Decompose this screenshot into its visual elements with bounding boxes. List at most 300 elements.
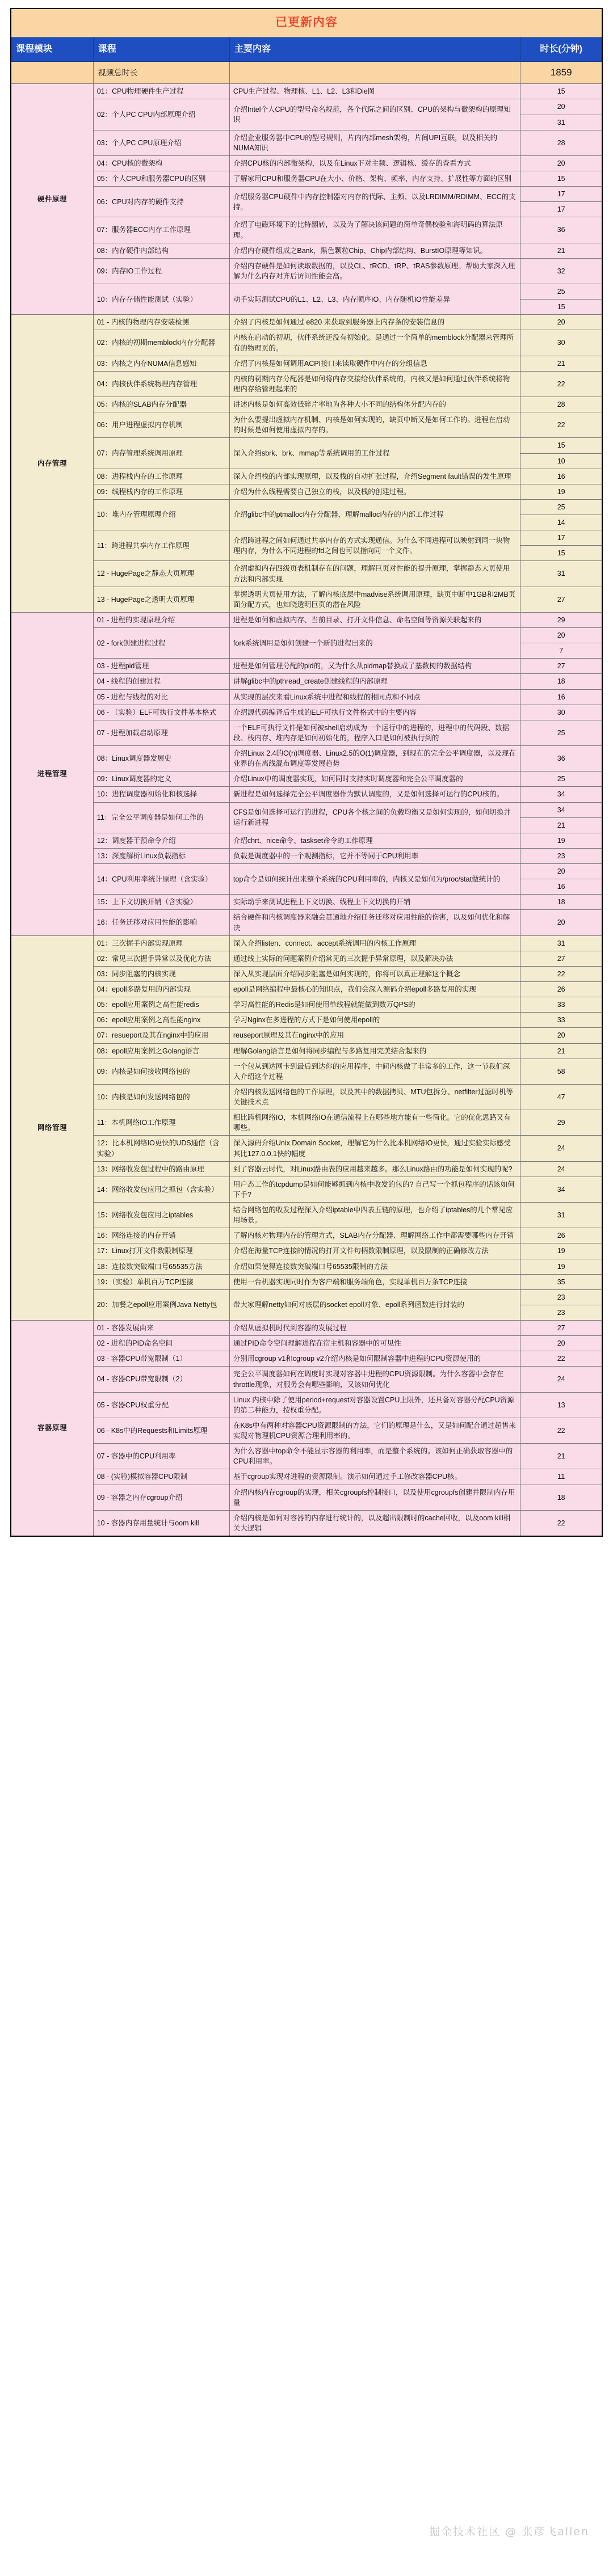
- course-duration: 36: [520, 746, 602, 771]
- course-content: 进程是如何管理分配的pid的，又为什么从pidmap替换成了基数树的数据结构: [229, 659, 520, 674]
- course-title: 20：加餐之epoll应用案例Java Netty包: [93, 1289, 229, 1320]
- course-content: 介绍在海量TCP连接的情况的打开文件句柄数限制原理，以及限制的正确修改方法: [229, 1243, 520, 1259]
- table-row: [11, 1228, 602, 1243]
- header-row: [11, 37, 602, 61]
- course-content: 实际动手来测试进程上下文切换、线程上下文切换的开销: [229, 895, 520, 910]
- course-duration: 17: [520, 202, 602, 217]
- course-title: 15：上下文切换开销（含实验）: [93, 895, 229, 910]
- course-title: 12：比本机网络IO更快的UDS通信（含实验）: [93, 1136, 229, 1161]
- table-row: [11, 284, 602, 300]
- course-content: 掌握透明大页使用方法，了解内核底层中madvise系统调用原理，缺页中断中1GB和2MB页面分配方式，也知晓透明巨页的潜在风险: [229, 587, 520, 612]
- table-row: [11, 1013, 602, 1028]
- course-duration: 26: [520, 1228, 602, 1243]
- course-title: 02 - 进程的PID命名空间: [93, 1336, 229, 1351]
- course-title: 04：CPU核的微架构: [93, 155, 229, 171]
- course-duration: 34: [520, 1177, 602, 1202]
- total-row: [11, 61, 602, 84]
- course-content: top命令是如何统计出来整个系统的CPU利用率的，内核又是如何为/proc/stat做统计的: [229, 864, 520, 895]
- course-title: 14：CPU利用率统计原理（含实验）: [93, 864, 229, 895]
- course-duration: 19: [520, 484, 602, 499]
- course-content: 介绍内存硬件组成之Bank，黑色颗粒Chip、Chip内部结构、BurstIO原理等知识。: [229, 243, 520, 258]
- course-duration: 21: [520, 356, 602, 371]
- course-duration: 28: [520, 130, 602, 155]
- course-content: 介绍为什么线程需要自己独立的栈，以及栈的创建过程。: [229, 484, 520, 499]
- course-duration: 20: [520, 99, 602, 115]
- course-title: 15：网络收发包应用之iptables: [93, 1203, 229, 1228]
- course-duration: 23: [520, 1305, 602, 1320]
- table-row: [11, 397, 602, 412]
- course-duration: 19: [520, 1259, 602, 1274]
- table-row: [11, 1177, 602, 1202]
- course-title: 06：epoll应用案例之高性能nginx: [93, 1013, 229, 1028]
- table-row: [11, 1485, 602, 1510]
- total-module-cell: [11, 61, 93, 84]
- course-content: 介绍如果使得连接数突破端口号65535限制的方法: [229, 1259, 520, 1274]
- course-content: 完全公平调度器如何在调度时实现对容器中进程的CPU资源限制。为什么容器中会存在throttle现象，对服务会有哪些影响，又该如何优化: [229, 1367, 520, 1392]
- course-title: 02 - fork创建进程过程: [93, 628, 229, 659]
- course-content: reuseport原理及其在nginx中的应用: [229, 1028, 520, 1043]
- table-row: [11, 966, 602, 981]
- course-content: epoll是网络编程中最核心的知识点，我们会深入源码介绍epoll多路复用的实现: [229, 982, 520, 997]
- table-row: [11, 674, 602, 689]
- course-duration: 27: [520, 951, 602, 966]
- course-title: 09：Linux调度器的定义: [93, 771, 229, 787]
- course-duration: 28: [520, 397, 602, 412]
- course-duration: 58: [520, 1059, 602, 1084]
- course-content: 讲解glibc中的pthread_create创建线程的内部原理: [229, 674, 520, 689]
- course-duration: 29: [520, 612, 602, 627]
- table-row: [11, 1351, 602, 1367]
- course-duration: 31: [520, 935, 602, 951]
- course-content: 深入介绍sbrk、brk、mmap等系统调用的工作过程: [229, 438, 520, 469]
- course-duration: 27: [520, 1321, 602, 1336]
- course-title: 16：任务迁移对应用性能的影响: [93, 910, 229, 935]
- course-content: Linux 内核中除了使用period+request对容器设置CPU上限外，还具备对容器分配CPU资源的第二种能力，按权重分配。: [229, 1392, 520, 1418]
- course-duration: 17: [520, 187, 602, 202]
- course-title: 09 - 容器之内存cgroup介绍: [93, 1485, 229, 1510]
- course-content: 到了容器云时代，对Linux路由表的应用越来越多。那么Linux路由的功能是如何实现的呢?: [229, 1161, 520, 1177]
- table-row: [11, 1321, 602, 1336]
- table-row: [11, 1203, 602, 1228]
- course-duration: 21: [520, 1043, 602, 1059]
- course-duration: 47: [520, 1084, 602, 1110]
- course-duration: 34: [520, 802, 602, 817]
- table-row: [11, 1469, 602, 1485]
- total-content: [229, 61, 520, 84]
- course-duration: 27: [520, 659, 602, 674]
- table-row: [11, 1059, 602, 1084]
- course-title: 02：常见三次握手异常以及优化方法: [93, 951, 229, 966]
- table-row: [11, 243, 602, 258]
- table-row: [11, 371, 602, 397]
- table-row: [11, 1444, 602, 1469]
- table-row: [11, 720, 602, 745]
- section-module-label: 网络管理: [11, 935, 93, 1320]
- course-duration: 22: [520, 412, 602, 438]
- table-row: [11, 612, 602, 627]
- table-row: [11, 217, 602, 243]
- course-title: 03 - 进程pid管理: [93, 659, 229, 674]
- course-duration: 20: [520, 1028, 602, 1043]
- course-duration: 22: [520, 371, 602, 397]
- course-duration: 20: [520, 315, 602, 330]
- course-content: 结合网络包的收发过程深入介绍iptable中四表五链的原理，也介绍了iptables的几个常见应用场景。: [229, 1203, 520, 1228]
- course-content: 带大家理解netty如何对底层的socket epoll对象、epoll系列函数进行封装的: [229, 1289, 520, 1320]
- table-row: [11, 951, 602, 966]
- course-content: 用户态工作的tcpdump是如何能够抓到内核中收发的包的? 自己写一个抓包程序的话该如何下手?: [229, 1177, 520, 1202]
- course-title: 17：Linux打开文件数限制原理: [93, 1243, 229, 1259]
- course-title: 07：resueport及其在nginx中的应用: [93, 1028, 229, 1043]
- course-content: 介绍内核内存cgroup的实现，相关cgroupfs控制接口，以及使用cgroupfs创建并限制内存用量: [229, 1485, 520, 1510]
- course-duration: 16: [520, 689, 602, 705]
- table-row: [11, 499, 602, 515]
- course-title: 11：完全公平调度器是如何工作的: [93, 802, 229, 833]
- course-title: 04：epoll多路复用的内部实现: [93, 982, 229, 997]
- course-content: 通过PID命令空间理解进程在宿主机和容器中的可见性: [229, 1336, 520, 1351]
- table-row: [11, 1367, 602, 1392]
- course-title: 01：三次握手内部实现原理: [93, 935, 229, 951]
- table-row: [11, 1392, 602, 1418]
- column-header-module: 课程模块: [11, 37, 93, 61]
- course-duration: 22: [520, 1510, 602, 1536]
- course-duration: 21: [520, 243, 602, 258]
- course-duration: 22: [520, 1351, 602, 1367]
- course-duration: 26: [520, 982, 602, 997]
- table-row: [11, 412, 602, 438]
- course-title: 10：内存存储性能测试（实验）: [93, 284, 229, 315]
- course-title: 11：本机网络IO工作原理: [93, 1110, 229, 1136]
- course-title: 12：调度器干预命令介绍: [93, 833, 229, 848]
- table-row: [11, 1161, 602, 1177]
- course-content: 介绍跨进程之间如何通过共享内存的方式实现通信。为什么不同进程可以映射到同一块物理内存，为什么不同进程的fd之间也可以指向同一个文件。: [229, 530, 520, 561]
- table-row: [11, 561, 602, 587]
- course-content: 结合硬件和内核调度器来融会贯通地介绍任务迁移对应用性能的伤害，以及如何优化和解决: [229, 910, 520, 935]
- course-title: 07 - 进程加载启动原理: [93, 720, 229, 745]
- table-row: [11, 438, 602, 453]
- course-title: 09：内核是如何接收网络包的: [93, 1059, 229, 1084]
- course-title: 18：连接数突破端口号65535方法: [93, 1259, 229, 1274]
- course-content: 负载是调度器中的一个观测指标，它并不等同于CPU利用率: [229, 848, 520, 863]
- course-title: 07：服务器ECC内存工作原理: [93, 217, 229, 243]
- table-row: [11, 155, 602, 171]
- course-title: 01 - 内核的物理内存安装检测: [93, 315, 229, 330]
- table-row: [11, 99, 602, 115]
- course-duration: 23: [520, 848, 602, 863]
- course-duration: 31: [520, 115, 602, 130]
- course-title: 04：内核伙伴系统物理内存管理: [93, 371, 229, 397]
- course-content: 介绍虚拟内存四级页表机制存在的问题，理解巨页对性能的提升原理，掌握静态大页使用方法和内部实现: [229, 561, 520, 587]
- total-duration: 1859: [520, 61, 602, 84]
- course-duration: 20: [520, 864, 602, 879]
- table-row: [11, 187, 602, 202]
- course-duration: 33: [520, 1013, 602, 1028]
- course-duration: 15: [520, 438, 602, 453]
- course-content: 进程是如何和虚拟内存、当前目录、打开文件信息、命名空间等资源关联起来的: [229, 612, 520, 627]
- course-title: 01 - 进程的实现原理介绍: [93, 612, 229, 627]
- table-row: [11, 1136, 602, 1161]
- course-title: 08：Linux调度器发展史: [93, 746, 229, 771]
- course-title: 12 - HugePage之静态大页原理: [93, 561, 229, 587]
- course-title: 06：CPU对内存的硬件支持: [93, 187, 229, 217]
- course-title: 03：内核之内存NUMA信息感知: [93, 356, 229, 371]
- course-duration: 20: [520, 1336, 602, 1351]
- table-row: [11, 997, 602, 1013]
- course-duration: 14: [520, 515, 602, 530]
- course-title: 16：网络连接的内存开销: [93, 1228, 229, 1243]
- table-row: [11, 935, 602, 951]
- course-title: 05：内核的SLAB内存分配器: [93, 397, 229, 412]
- course-title: 05：个人CPU和服务器CPU的区别: [93, 171, 229, 187]
- watermark: 掘金技术社区 @ 张彦飞allen: [429, 2526, 589, 2538]
- course-title: 06 - K8s中的Requests和Limits原理: [93, 1418, 229, 1443]
- course-duration: 11: [520, 1469, 602, 1485]
- course-content: 在K8s中有两种对容器CPU资源限制的方法，它们的原理是什么，又是如何配合通过超售来实现对物理机CPU资源合理利用率的。: [229, 1418, 520, 1443]
- column-header-content: 主要内容: [229, 37, 520, 61]
- course-title: 07 - 容器中的CPU利用率: [93, 1444, 229, 1469]
- course-content: 为什么容器中top命令不能显示容器的利用率，而是整个系统的。该如何正确获取容器中的CPU利用率。: [229, 1444, 520, 1469]
- table-row: [11, 1510, 602, 1536]
- course-content: 介绍glibc中的ptmalloc内存分配器，理解malloc内存的内部工作过程: [229, 499, 520, 530]
- course-duration: 27: [520, 587, 602, 612]
- course-title: 09：线程栈内存的工作原理: [93, 484, 229, 499]
- course-content: 相比跨机网络IO，本机网络IO在通信流程上在哪些地方能有一些简化。它的优化思路又有哪些。: [229, 1110, 520, 1136]
- table-row: [11, 1289, 602, 1305]
- course-duration: 24: [520, 1161, 602, 1177]
- course-duration: 22: [520, 966, 602, 981]
- course-duration: 15: [520, 84, 602, 99]
- table-row: [11, 1274, 602, 1289]
- course-content: 动手实际测试CPU的L1、L2、L3、内存顺序IO、内存随机IO性能差异: [229, 284, 520, 315]
- course-content: 从实现的层次来看Linux系统中进程和线程的相同点和不同点: [229, 689, 520, 705]
- column-header-course: 课程: [93, 37, 229, 61]
- course-title: 05 - 进程与线程的对比: [93, 689, 229, 705]
- course-content: 介绍Linux 2.4的O(n)调度器、Linux2.5的O(1)调度器，到现在的完全公平调度器，以及现在业界的在离线混布调度等发展趋势: [229, 746, 520, 771]
- course-duration: 24: [520, 1367, 602, 1392]
- course-content: 介绍企业服务器中CPU的型号规则，片内内部mesh架构，片间UPI互联，以及相关的NUMA知识: [229, 130, 520, 155]
- course-duration: 16: [520, 469, 602, 484]
- table-row: [11, 1084, 602, 1110]
- table-row: [11, 330, 602, 356]
- course-content: 使用一台机器实现同时作为客户端和服务端角色，实现单机百万条TCP连接: [229, 1274, 520, 1289]
- course-content: 了解家用CPU和服务器CPU在大小、价格、架构、频率、内存支持、扩展性等方面的区别: [229, 171, 520, 187]
- course-title: 03 - 容器CPU带宽限制（1）: [93, 1351, 229, 1367]
- banner-row: [11, 9, 602, 37]
- course-title: 08：内存硬件内部结构: [93, 243, 229, 258]
- course-content: 介绍内核是如何对容器的内存进行统计的，以及超出限制时的cache回收，以及oom kill相关大逻辑: [229, 1510, 520, 1536]
- course-title: 14：网络收发包应用之抓包（含实验）: [93, 1177, 229, 1202]
- course-duration: 7: [520, 643, 602, 659]
- course-content: 深入介绍listen、connect、accept系统调用的内核工作原理: [229, 935, 520, 951]
- table-row: [11, 84, 602, 99]
- table-row: [11, 130, 602, 155]
- course-content: 通过线上实际的问题案例介绍常见的三次握手异常原理，以及解决办法: [229, 951, 520, 966]
- course-duration: 25: [520, 720, 602, 745]
- course-duration: 29: [520, 1110, 602, 1136]
- course-title: 05：epoll应用案例之高性能redis: [93, 997, 229, 1013]
- course-duration: 36: [520, 217, 602, 243]
- course-content: 为什么要提出虚拟内存机制、内核是如何实现的，缺页中断又是如何工作的。进程在启动的时候是如何使用虚拟内存的。: [229, 412, 520, 438]
- course-duration: 22: [520, 1418, 602, 1443]
- course-duration: 24: [520, 1136, 602, 1161]
- table-row: [11, 628, 602, 643]
- course-duration: 20: [520, 155, 602, 171]
- course-title: 02：个人PC CPU内部原理介绍: [93, 99, 229, 130]
- course-duration: 23: [520, 1289, 602, 1305]
- course-content: fork系统调用是如何创建一个新的进程出来的: [229, 628, 520, 659]
- course-content: CFS是如何选择可运行的进程，CPU各个核之间的负载均衡又是如何实现的，如何切换并运行新进程: [229, 802, 520, 833]
- section-module-label: 内存管理: [11, 315, 93, 613]
- total-label: 视频总时长: [93, 61, 229, 84]
- table-row: [11, 864, 602, 879]
- course-content: 内核的初期内存分配器是如何将内存交接给伙伴系统的，内核又是如何通过伙伴系统将物理内存给管理起来的: [229, 371, 520, 397]
- table-row: [11, 895, 602, 910]
- table-row: [11, 171, 602, 187]
- table-row: [11, 659, 602, 674]
- course-duration: 15: [520, 171, 602, 187]
- table-row: [11, 771, 602, 787]
- course-content: 基于cgroup实现对进程的资源限制。演示如何通过手工修改容器CPU核。: [229, 1469, 520, 1485]
- course-content: 新进程是如何选择完全公平调度器作为默认调度的，又是如何选择可运行的CPU核的。: [229, 787, 520, 802]
- course-title: 04 - 容器CPU带宽限制（2）: [93, 1367, 229, 1392]
- course-duration: 34: [520, 787, 602, 802]
- course-title: 10：进程调度器初始化和核选择: [93, 787, 229, 802]
- course-content: 介绍了电磁环境下的比特翻转，以及为了解决该问题的简单奇偶校验和海明码的算法原理。: [229, 217, 520, 243]
- course-duration: 15: [520, 300, 602, 315]
- table-row: [11, 746, 602, 771]
- course-content: 介绍内核发送网络包的工作原理，以及其中的数据拷贝、MTU包拆分、netfilter过滤时机等关键技术点: [229, 1084, 520, 1110]
- course-content: 介绍从虚拟机时代到容器的发展过程: [229, 1321, 520, 1336]
- table-row: [11, 1110, 602, 1136]
- table-row: [11, 787, 602, 802]
- course-title: 01 - 容器发展由来: [93, 1321, 229, 1336]
- course-title: 03：个人PC CPU原理介绍: [93, 130, 229, 155]
- course-title: 19：（实验）单机百万TCP连接: [93, 1274, 229, 1289]
- course-title: 10：堆内存管理原理介绍: [93, 499, 229, 530]
- course-duration: 21: [520, 1444, 602, 1469]
- course-duration: 30: [520, 330, 602, 356]
- course-content: 介绍了内核是如何调用ACPI接口来读取硬件中内存的分组信息: [229, 356, 520, 371]
- course-content: 了解内核对物理内存的管理方式，SLAB内存分配器、理解网络工作中都需要哪些内存开销: [229, 1228, 520, 1243]
- table-row: [11, 910, 602, 935]
- course-duration: 25: [520, 499, 602, 515]
- course-content: 介绍CPU核的内部微架构，以及在Linux下对主频、逻辑核、缓存的查看方式: [229, 155, 520, 171]
- table-row: [11, 848, 602, 863]
- course-content: 内核在启动的初期，伙伴系统还没有初始化。是通过一个简单的memblock分配器来管理所有的物理页的。: [229, 330, 520, 356]
- table-row: [11, 1043, 602, 1059]
- course-duration: 25: [520, 771, 602, 787]
- table-row: [11, 530, 602, 546]
- course-content: 一个ELF可执行文件是如何被shell启动成为一个运行中的进程的，进程中的代码段、数据段、栈内存、堆内存是如何初始化的，程序入口是如何被执行到的: [229, 720, 520, 745]
- course-content: 学习Nginx在多进程的方式下是如何使用epoll的: [229, 1013, 520, 1028]
- course-title: 08：进程栈内存的工作原理: [93, 469, 229, 484]
- course-content: 学习高性能的Redis是如何使用单线程就能做到数万QPS的: [229, 997, 520, 1013]
- course-title: 01：CPU物理硬件生产过程: [93, 84, 229, 99]
- table-row: [11, 315, 602, 330]
- banner-title: 已更新内容: [11, 9, 602, 37]
- course-title: 11：跨进程共享内存工作原理: [93, 530, 229, 561]
- section-module-label: 容器原理: [11, 1321, 93, 1537]
- course-title: 13：深度解析Linux负载指标: [93, 848, 229, 863]
- course-title: 03：同步阻塞的内核实现: [93, 966, 229, 981]
- course-duration: 30: [520, 705, 602, 720]
- course-duration: 20: [520, 628, 602, 643]
- course-content: 介绍内存硬件是如何读取数据的，以及CL、tRCD、tRP、tRAS参数原理。帮助大家深入理解为什么内存对齐后访问性能会高。: [229, 258, 520, 284]
- table-row: [11, 833, 602, 848]
- course-duration: 31: [520, 1203, 602, 1228]
- course-duration: 20: [520, 910, 602, 935]
- course-title: 08 - (实验)模拟容器CPU限制: [93, 1469, 229, 1485]
- course-title: 06 - （实验）ELF可执行文件基本格式: [93, 705, 229, 720]
- section-module-label: 进程管理: [11, 612, 93, 935]
- course-content: 深入从实现层面介绍同步阻塞是如何实现的，你将可以真正理解这个概念: [229, 966, 520, 981]
- column-header-duration: 时长(分钟): [520, 37, 602, 61]
- course-title: 04 - 线程的创建过程: [93, 674, 229, 689]
- table-row: [11, 469, 602, 484]
- table-row: [11, 1418, 602, 1443]
- course-duration: 21: [520, 817, 602, 833]
- course-title: 02：内核的初期memblock内存分配器: [93, 330, 229, 356]
- course-content: 介绍Linux中的调度器实现，如何同时支持实时调度器和完全公平调度器的: [229, 771, 520, 787]
- table-row: [11, 689, 602, 705]
- course-title: 08：epoll应用案例之Golang语言: [93, 1043, 229, 1059]
- table-row: [11, 356, 602, 371]
- table-row: [11, 705, 602, 720]
- course-content: 介绍Intel个人CPU的型号命名规范，各个代际之间的区别、CPU的架构与微架构的原理知识: [229, 99, 520, 130]
- course-title: 09：内存IO工作过程: [93, 258, 229, 284]
- course-content: CPU生产过程、物理核、L1、L2、L3和Die图: [229, 84, 520, 99]
- table-row: [11, 484, 602, 499]
- table-row: [11, 1336, 602, 1351]
- course-title: 07：内存管理系统调用原理: [93, 438, 229, 469]
- course-title: 13：网络收发包过程中的路由原理: [93, 1161, 229, 1177]
- course-title: 05 - 容器CPU权重分配: [93, 1392, 229, 1418]
- table-row: [11, 1028, 602, 1043]
- course-duration: 18: [520, 895, 602, 910]
- course-duration: 18: [520, 1485, 602, 1510]
- course-content: 介绍chrt、nice命令、taskset命令的工作原理: [229, 833, 520, 848]
- table-row: [11, 982, 602, 997]
- course-content: 一个包从到达网卡到最后到达你的应用程序，中间内核做了非常多的工作，这一节我们深入介绍这个过程: [229, 1059, 520, 1084]
- course-duration: 16: [520, 879, 602, 895]
- course-duration: 25: [520, 284, 602, 300]
- course-duration: 17: [520, 530, 602, 546]
- table-row: [11, 802, 602, 817]
- course-title: 10：内核是如何发送网络包的: [93, 1084, 229, 1110]
- course-duration: 19: [520, 833, 602, 848]
- course-content: 介绍了内核是如何通过 e820 来获取到服务器上内存条的安装信息的: [229, 315, 520, 330]
- table-row: [11, 1243, 602, 1259]
- course-duration: 13: [520, 1392, 602, 1418]
- course-content: 介绍源代码编译后生成的ELF可执行文件格式中的主要内容: [229, 705, 520, 720]
- course-content: 深入源码介绍Unix Domain Socket，理解它为什么比本机网络IO更快，通过实验实际感受其比127.0.0.1快的幅度: [229, 1136, 520, 1161]
- course-title: 06：用户进程虚拟内存机制: [93, 412, 229, 438]
- course-title: 10 - 容器内存用量统计与oom kill: [93, 1510, 229, 1536]
- course-duration: 18: [520, 674, 602, 689]
- course-duration: 19: [520, 1243, 602, 1259]
- course-duration: 35: [520, 1274, 602, 1289]
- course-duration: 31: [520, 561, 602, 587]
- table-row: [11, 258, 602, 284]
- course-duration: 32: [520, 258, 602, 284]
- course-content: 介绍服务器CPU硬件中内存控制器对内存的代际、主频、以及LRDIMM/RDIMM、ECC的支持。: [229, 187, 520, 217]
- table-row: [11, 1259, 602, 1274]
- course-content: 讲述内核是如何高效低碎片率地为各种大小不同的结构体分配内存的: [229, 397, 520, 412]
- table-row: [11, 587, 602, 612]
- course-duration: 10: [520, 453, 602, 469]
- course-content: 深入介绍栈的内部实现原理，以及栈的自动扩张过程，介绍Segment fault错误的发生原理: [229, 469, 520, 484]
- section-module-label: 硬件原理: [11, 84, 93, 315]
- course-title: 13 - HugePage之透明大页原理: [93, 587, 229, 612]
